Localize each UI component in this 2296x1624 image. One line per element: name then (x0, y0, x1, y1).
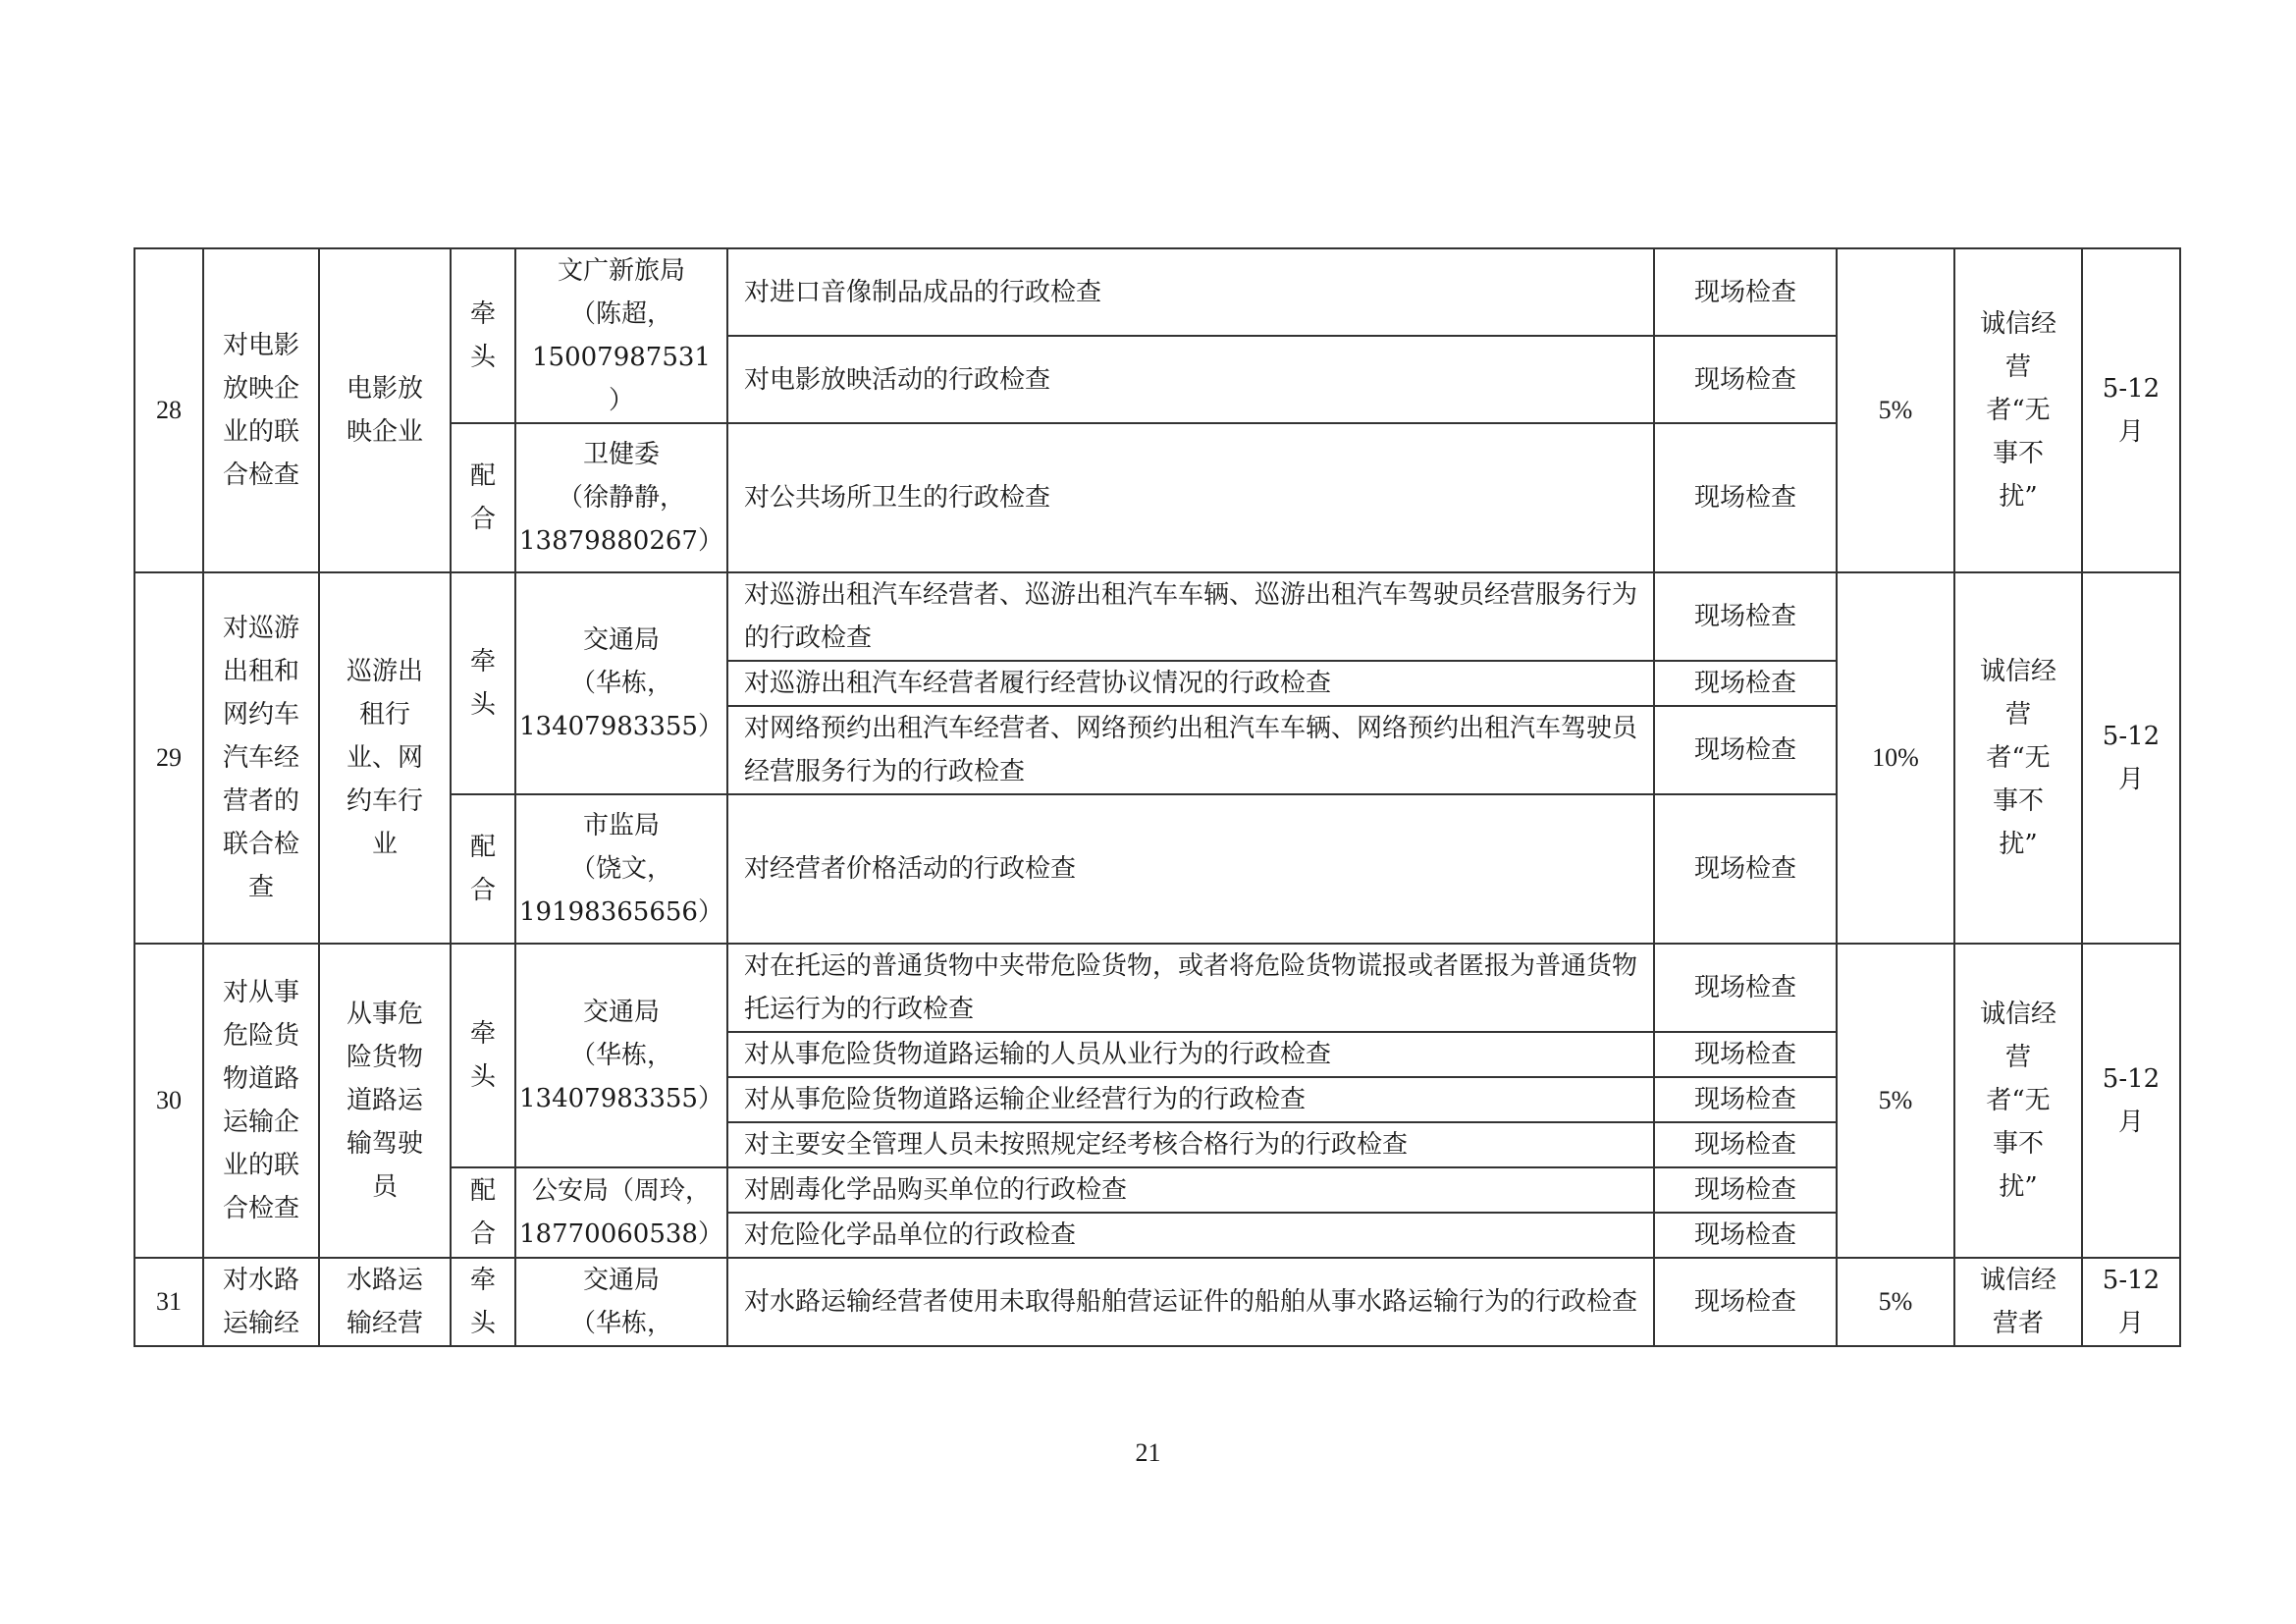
row-number: 31 (134, 1258, 203, 1346)
coop-dept-cell (515, 794, 727, 944)
coop-label-cell (451, 423, 515, 572)
method-cell (1954, 248, 2082, 572)
ratio-cell: 5% (1837, 1258, 1954, 1346)
target-name: 从事危险货物道路运输驾驶员 (346, 1000, 423, 1202)
inspection-table (133, 247, 2181, 1347)
inspection-item: 对网络预约出租汽车经营者、网络预约出租汽车车辆、网络预约出租汽车驾驶员经营服务行为的行政检查 (727, 706, 1654, 794)
task-name-cell (203, 248, 319, 572)
target-name: 电影放映企业 (346, 374, 423, 447)
coop-label: 配合 (469, 1176, 496, 1249)
inspection-item: 对巡游出租汽车经营者、巡游出租汽车车辆、巡游出租汽车驾驶员经营服务行为的行政检查 (727, 572, 1654, 661)
check-type: 现场检查 (1654, 1213, 1837, 1258)
target-cell (319, 248, 451, 572)
inspection-item: 对电影放映活动的行政检查 (727, 336, 1654, 423)
lead-label: 牵头 (469, 1266, 496, 1338)
check-type: 现场检查 (1654, 572, 1837, 661)
dept-line: （华栋， (569, 1041, 672, 1070)
check-type: 现场检查 (1654, 1077, 1837, 1122)
inspection-item: 对进口音像制品成品的行政检查 (727, 248, 1654, 336)
dept-line: （饶文， (569, 854, 672, 884)
dept-line: ） (608, 386, 634, 415)
task-name-cell (203, 572, 319, 944)
check-type: 现场检查 (1654, 706, 1837, 794)
target-cell (319, 944, 451, 1258)
lead-label-cell (451, 944, 515, 1167)
inspection-item: 对剧毒化学品购买单位的行政检查 (727, 1167, 1654, 1213)
method-text: 诚信经营者“无事不扰” (1979, 657, 2056, 859)
method-cell (1954, 944, 2082, 1258)
row-number: 29 (134, 572, 203, 944)
time-text: 5-12月 (2102, 374, 2161, 447)
dept-line: 交通局 (582, 625, 660, 655)
coop-label: 配合 (469, 833, 496, 905)
method-text: 诚信经营者“无事不扰” (1979, 1000, 2056, 1202)
check-type: 现场检查 (1654, 1122, 1837, 1167)
method-text: 诚信经营者 (1979, 1266, 2056, 1338)
time-cell (2082, 572, 2180, 944)
check-type: 现场检查 (1654, 423, 1837, 572)
time-cell (2082, 944, 2180, 1258)
lead-label: 牵头 (469, 647, 496, 720)
task-name: 对从事危险货物道路运输企业的联合检查 (222, 978, 299, 1223)
dept-line: （陈超， (569, 299, 672, 329)
inspection-item: 对从事危险货物道路运输企业经营行为的行政检查 (727, 1077, 1654, 1122)
dept-line: 卫健委 (582, 440, 660, 469)
lead-label: 牵头 (469, 299, 496, 372)
dept-line: 交通局 (582, 1266, 660, 1295)
table-row (134, 1258, 2180, 1346)
target-cell (319, 1258, 451, 1346)
method-cell (1954, 1258, 2082, 1346)
time-cell (2082, 1258, 2180, 1346)
ratio-cell: 5% (1837, 248, 1954, 572)
task-name-cell (203, 944, 319, 1258)
lead-dept-cell (515, 944, 727, 1167)
time-cell (2082, 248, 2180, 572)
dept-line: 市监局 (582, 811, 660, 840)
inspection-item: 对巡游出租汽车经营者履行经营协议情况的行政检查 (727, 661, 1654, 706)
task-name: 对巡游出租和网约车汽车经营者的联合检查 (222, 614, 299, 902)
target-cell (319, 572, 451, 944)
dept-line: 19198365656） (519, 897, 723, 927)
task-name-cell (203, 1258, 319, 1346)
coop-label: 配合 (469, 461, 496, 534)
ratio-cell: 10% (1837, 572, 1954, 944)
ratio-cell: 5% (1837, 944, 1954, 1258)
check-type: 现场检查 (1654, 794, 1837, 944)
page-number: 21 (1135, 1438, 1161, 1467)
coop-dept-cell (515, 1167, 727, 1258)
table-row (134, 572, 2180, 661)
time-text: 5-12月 (2102, 1266, 2161, 1338)
coop-label-cell (451, 1167, 515, 1258)
lead-dept-cell (515, 248, 727, 423)
dept-line: （徐静静， (557, 483, 685, 513)
task-name: 对水路运输经 (222, 1266, 299, 1338)
dept-line: 13407983355） (519, 1084, 723, 1113)
check-type: 现场检查 (1654, 248, 1837, 336)
lead-label: 牵头 (469, 1019, 496, 1092)
inspection-item: 对在托运的普通货物中夹带危险货物，或者将危险货物谎报或者匿报为普通货物托运行为的行政检查 (727, 944, 1654, 1032)
lead-dept-cell (515, 1258, 727, 1346)
dept-line: 交通局 (582, 998, 660, 1027)
dept-line: （华栋， (569, 669, 672, 698)
lead-label-cell (451, 248, 515, 423)
time-text: 5-12月 (2102, 1064, 2161, 1137)
check-type: 现场检查 (1654, 336, 1837, 423)
method-cell (1954, 572, 2082, 944)
inspection-item: 对公共场所卫生的行政检查 (727, 423, 1654, 572)
method-text: 诚信经营者“无事不扰” (1979, 309, 2056, 512)
coop-dept-cell (515, 423, 727, 572)
target-name: 巡游出租行业、网约车行业 (346, 657, 423, 859)
lead-dept-cell (515, 572, 727, 794)
dept-line: 文广新旅局 (557, 256, 685, 286)
check-type: 现场检查 (1654, 1167, 1837, 1213)
table-row (134, 944, 2180, 1032)
check-type: 现场检查 (1654, 661, 1837, 706)
check-type: 现场检查 (1654, 1032, 1837, 1077)
inspection-item: 对危险化学品单位的行政检查 (727, 1213, 1654, 1258)
inspection-item: 对主要安全管理人员未按照规定经考核合格行为的行政检查 (727, 1122, 1654, 1167)
lead-label-cell (451, 1258, 515, 1346)
dept-line: 18770060538） (519, 1219, 723, 1249)
dept-line: 13407983355） (519, 712, 723, 741)
row-number: 30 (134, 944, 203, 1258)
table-row (134, 248, 2180, 336)
check-type: 现场检查 (1654, 1258, 1837, 1346)
row-number: 28 (134, 248, 203, 572)
coop-label-cell (451, 794, 515, 944)
check-type: 现场检查 (1654, 944, 1837, 1032)
dept-line: 15007987531 (532, 343, 711, 372)
task-name: 对电影放映企业的联合检查 (222, 331, 299, 490)
target-name: 水路运输经营 (346, 1266, 423, 1338)
lead-label-cell (451, 572, 515, 794)
inspection-item: 对经营者价格活动的行政检查 (727, 794, 1654, 944)
inspection-item: 对从事危险货物道路运输的人员从业行为的行政检查 (727, 1032, 1654, 1077)
dept-line: 公安局（周玲， (531, 1176, 711, 1206)
dept-line: 13879880267） (519, 526, 723, 556)
time-text: 5-12月 (2102, 722, 2161, 794)
inspection-item: 对水路运输经营者使用未取得船舶营运证件的船舶从事水路运输行为的行政检查 (727, 1258, 1654, 1346)
dept-line: （华栋， (569, 1309, 672, 1338)
